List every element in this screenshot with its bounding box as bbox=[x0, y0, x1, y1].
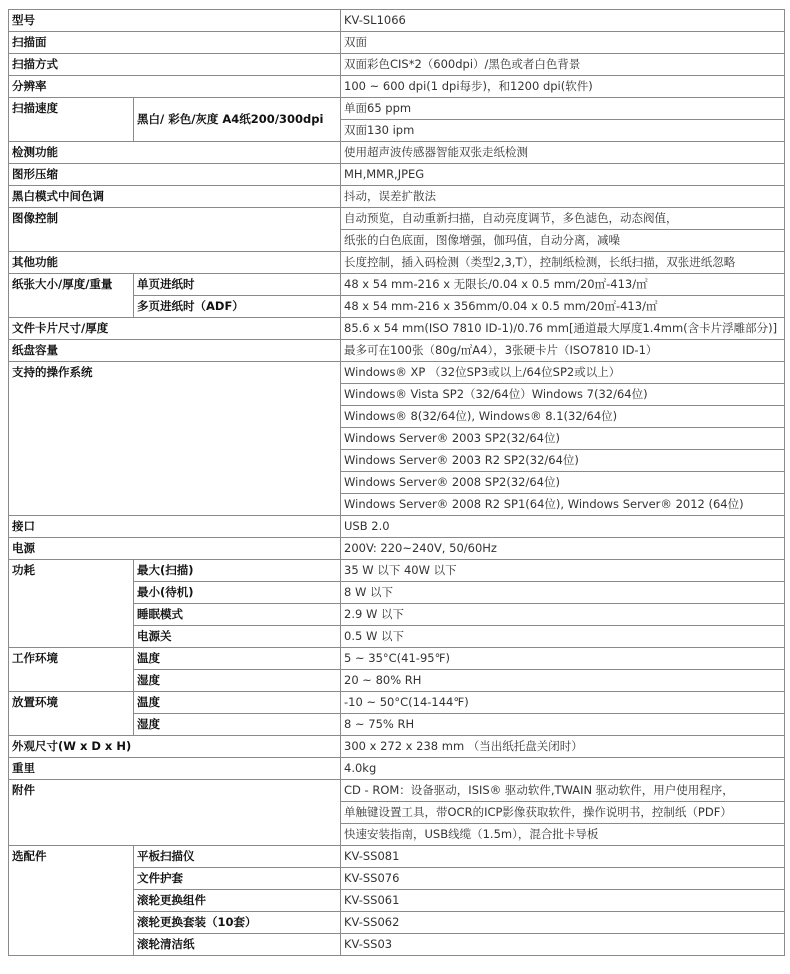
spec-value: KV-SS076 bbox=[341, 868, 785, 890]
spec-sublabel: 湿度 bbox=[134, 670, 341, 692]
spec-value: 85.6 x 54 mm(ISO 7810 ID-1)/0.76 mm[通道最大厚度1.4mm(含卡片浮雕部分)] bbox=[341, 318, 785, 340]
spec-row bbox=[9, 208, 785, 230]
spec-label: 扫描面 bbox=[9, 32, 341, 54]
spec-value: 2.9 W 以下 bbox=[341, 604, 785, 626]
spec-row bbox=[9, 54, 785, 76]
spec-row bbox=[9, 692, 785, 714]
spec-row bbox=[9, 32, 785, 54]
spec-value: Windows Server® 2008 SP2(32/64位) bbox=[341, 472, 785, 494]
spec-value: 长度控制，插入码检测（类型2,3,T），控制纸检测，长纸扫描，双张进纸忽略 bbox=[341, 252, 785, 274]
spec-sublabel: 湿度 bbox=[134, 714, 341, 736]
spec-value: 最多可在100张（80g/㎡A4），3张硬卡片（ISO7810 ID-1） bbox=[341, 340, 785, 362]
spec-value: 双面 bbox=[341, 32, 785, 54]
spec-row bbox=[9, 516, 785, 538]
spec-value: MH,MMR,JPEG bbox=[341, 164, 785, 186]
spec-label: 放置环境 bbox=[9, 692, 134, 736]
spec-value: USB 2.0 bbox=[341, 516, 785, 538]
spec-row bbox=[9, 186, 785, 208]
spec-row bbox=[9, 560, 785, 582]
spec-value: 自动预览，自动重新扫描，自动亮度调节，多色滤色，动态阀值， bbox=[341, 208, 785, 230]
spec-row bbox=[9, 318, 785, 340]
spec-label: 图形压缩 bbox=[9, 164, 341, 186]
spec-value: -10 ~ 50°C(14-144℉) bbox=[341, 692, 785, 714]
spec-value: 双面130 ipm bbox=[341, 120, 785, 142]
spec-value: KV-SS03 bbox=[341, 934, 785, 956]
spec-sublabel: 平板扫描仪 bbox=[134, 846, 341, 868]
spec-value: 双面彩色CIS*2（600dpi）/黑色或者白色背景 bbox=[341, 54, 785, 76]
spec-value: 0.5 W 以下 bbox=[341, 626, 785, 648]
spec-value: 使用超声波传感器智能双张走纸检测 bbox=[341, 142, 785, 164]
spec-value: Windows® XP （32位SP3或以上/64位SP2或以上） bbox=[341, 362, 785, 384]
spec-value: 5 ~ 35°C(41-95℉) bbox=[341, 648, 785, 670]
spec-value: Windows Server® 2008 R2 SP1(64位), Windows Server® 2012 (64位) bbox=[341, 494, 785, 516]
spec-label: 图像控制 bbox=[9, 208, 341, 252]
spec-value: Windows® Vista SP2（32/64位）Windows 7(32/64位) bbox=[341, 384, 785, 406]
spec-row bbox=[9, 10, 785, 32]
spec-value: KV-SS081 bbox=[341, 846, 785, 868]
spec-value: Windows Server® 2003 SP2(32/64位) bbox=[341, 428, 785, 450]
spec-row bbox=[9, 274, 785, 296]
spec-row bbox=[9, 648, 785, 670]
spec-label: 检测功能 bbox=[9, 142, 341, 164]
spec-label: 扫描方式 bbox=[9, 54, 341, 76]
spec-value: 100 ~ 600 dpi(1 dpi每步)，和1200 dpi(软件) bbox=[341, 76, 785, 98]
spec-label: 接口 bbox=[9, 516, 341, 538]
spec-sublabel: 文件护套 bbox=[134, 868, 341, 890]
spec-row bbox=[9, 780, 785, 802]
spec-sublabel: 滚轮清洁纸 bbox=[134, 934, 341, 956]
spec-label: 工作环境 bbox=[9, 648, 134, 692]
spec-row bbox=[9, 736, 785, 758]
spec-value: Windows Server® 2003 R2 SP2(32/64位) bbox=[341, 450, 785, 472]
spec-sublabel: 滚轮更换套装（10套） bbox=[134, 912, 341, 934]
spec-label: 型号 bbox=[9, 10, 341, 32]
spec-value: 快速安装指南，USB线缆（1.5m），混合批卡导板 bbox=[341, 824, 785, 846]
spec-value: 200V: 220~240V, 50/60Hz bbox=[341, 538, 785, 560]
spec-value: 单面65 ppm bbox=[341, 98, 785, 120]
spec-value: 纸张的白色底面，图像增强，伽玛值，自动分离，减噪 bbox=[341, 230, 785, 252]
spec-label: 分辨率 bbox=[9, 76, 341, 98]
spec-value: Windows® 8(32/64位), Windows® 8.1(32/64位) bbox=[341, 406, 785, 428]
spec-sublabel: 温度 bbox=[134, 648, 341, 670]
spec-value: 300 x 272 x 238 mm （当出纸托盘关闭时） bbox=[341, 736, 785, 758]
spec-sublabel: 睡眠模式 bbox=[134, 604, 341, 626]
spec-value: 48 x 54 mm-216 x 356mm/0.04 x 0.5 mm/20㎡-413/㎡ bbox=[341, 296, 785, 318]
spec-label: 文件卡片尺寸/厚度 bbox=[9, 318, 341, 340]
spec-sublabel: 电源关 bbox=[134, 626, 341, 648]
spec-row bbox=[9, 758, 785, 780]
spec-row bbox=[9, 76, 785, 98]
spec-row bbox=[9, 846, 785, 868]
spec-label: 其他功能 bbox=[9, 252, 341, 274]
spec-value: KV-SS062 bbox=[341, 912, 785, 934]
spec-sublabel: 最大(扫描) bbox=[134, 560, 341, 582]
spec-row bbox=[9, 142, 785, 164]
spec-value: 8 ~ 75% RH bbox=[341, 714, 785, 736]
spec-label: 纸盘容量 bbox=[9, 340, 341, 362]
spec-label: 电源 bbox=[9, 538, 341, 560]
spec-value: 20 ~ 80% RH bbox=[341, 670, 785, 692]
spec-row bbox=[9, 98, 785, 120]
spec-value: CD - ROM：设备驱动，ISIS® 驱动软件,TWAIN 驱动软件，用户使用程序， bbox=[341, 780, 785, 802]
spec-value: 35 W 以下 40W 以下 bbox=[341, 560, 785, 582]
spec-value: KV-SL1066 bbox=[341, 10, 785, 32]
spec-label: 扫描速度 bbox=[9, 98, 134, 142]
spec-sublabel: 滚轮更换组件 bbox=[134, 890, 341, 912]
spec-label: 外观尺寸(W x D x H) bbox=[9, 736, 341, 758]
spec-label: 选配件 bbox=[9, 846, 134, 956]
spec-value: 单触键设置工具，带OCR的ICP影像获取软件，操作说明书，控制纸（PDF） bbox=[341, 802, 785, 824]
spec-value: 48 x 54 mm-216 x 无限长/0.04 x 0.5 mm/20㎡-413/㎡ bbox=[341, 274, 785, 296]
spec-sublabel: 黑白/ 彩色/灰度 A4纸200/300dpi bbox=[134, 98, 341, 142]
spec-row bbox=[9, 164, 785, 186]
spec-label: 附件 bbox=[9, 780, 341, 846]
spec-label: 功耗 bbox=[9, 560, 134, 648]
spec-value: KV-SS061 bbox=[341, 890, 785, 912]
spec-sublabel: 最小(待机) bbox=[134, 582, 341, 604]
spec-row bbox=[9, 340, 785, 362]
spec-row bbox=[9, 362, 785, 384]
spec-row bbox=[9, 538, 785, 560]
spec-value: 抖动，误差扩散法 bbox=[341, 186, 785, 208]
spec-row bbox=[9, 252, 785, 274]
spec-value: 4.0kg bbox=[341, 758, 785, 780]
spec-label: 重里 bbox=[9, 758, 341, 780]
spec-sublabel: 单页进纸时 bbox=[134, 274, 341, 296]
spec-label: 支持的操作系统 bbox=[9, 362, 341, 516]
spec-label: 纸张大小/厚度/重量 bbox=[9, 274, 134, 318]
spec-sublabel: 多页进纸时（ADF） bbox=[134, 296, 341, 318]
spec-value: 8 W 以下 bbox=[341, 582, 785, 604]
spec-label: 黑白模式中间色调 bbox=[9, 186, 341, 208]
spec-table bbox=[8, 9, 785, 956]
spec-sublabel: 温度 bbox=[134, 692, 341, 714]
